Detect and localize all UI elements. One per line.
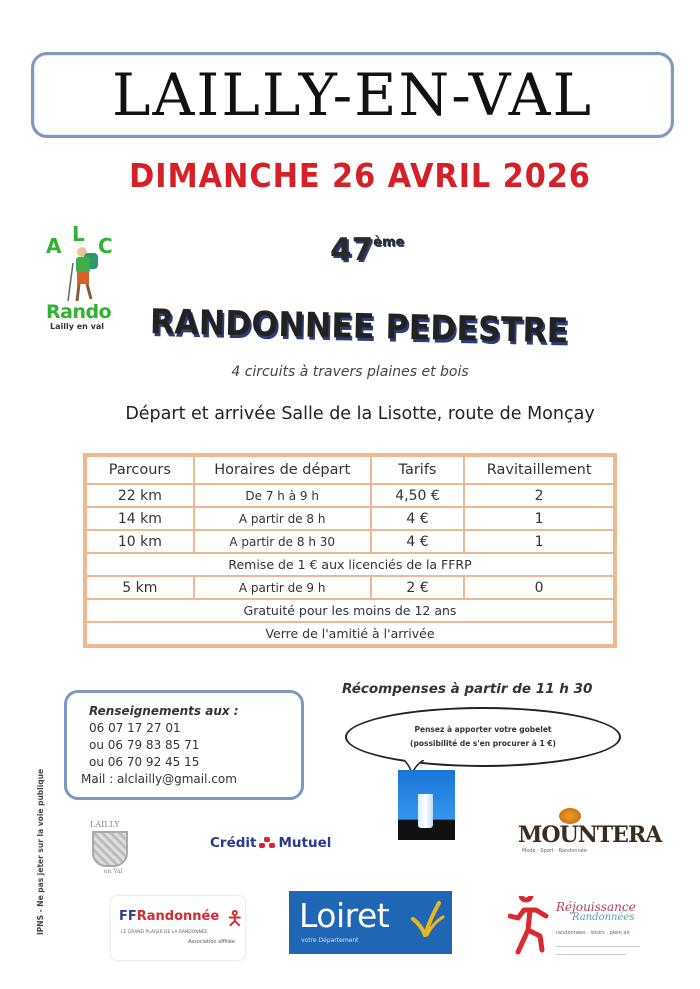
cell-tarif: 2 € [371,576,465,599]
departure-location: Départ et arrivée Salle de la Lisotte, route de Monçay [125,404,595,424]
credit-mutuel-logo: Crédit Mutuel [210,835,332,851]
alc-rando-logo [42,222,122,335]
table-row [86,484,614,507]
alc-letter-l: L [72,222,85,246]
header-tarifs: Tarifs [371,456,465,484]
alc-letter-c: C [98,234,113,258]
contact-heading: Renseignements aux : [89,704,239,718]
glass-image [398,770,455,840]
table-header-row [86,456,614,484]
credit-mutuel-icon [259,837,275,849]
note-gratuite: Gratuité pour les moins de 12 ans [86,599,614,622]
mountera-logo: MOUNTERA Mode · Sport · Randonnée [518,806,628,856]
cell-parcours: 5 km [86,576,194,599]
tarifs-table [85,455,615,646]
cell-ravitaillement: 1 [464,530,614,553]
cell-horaire: A partir de 8 h 30 [194,530,371,553]
table-row [86,507,614,530]
contact-phone: ou 06 70 92 45 15 [89,755,200,769]
crest-shield-icon [92,831,128,867]
header-parcours: Parcours [86,456,194,484]
alc-letter-a: A [46,234,62,258]
event-title: RANDONNEE PEDESTRE [149,302,569,352]
cell-parcours: 14 km [86,507,194,530]
running-man-icon [508,896,552,956]
rejouissance-logo: Réjouissance Randonnées randonnées · loisirs · plein air [500,880,660,970]
bubble-line-2: (possibilité de s'en procurer à 1 €) [410,739,556,748]
header-ravitaillement: Ravitaillement [464,456,614,484]
town-title: LAILLY-EN-VAL [112,61,593,129]
cell-tarif: 4 € [371,507,465,530]
lailly-crest-logo: LAILLY en Val [84,815,136,875]
note-remise: Remise de 1 € aux licenciés de la FFRP [86,553,614,576]
cell-ravitaillement: 0 [464,576,614,599]
alc-subtitle: Lailly en val [50,322,104,331]
decor-line [556,954,626,955]
wheat-icon [409,899,445,939]
table-note-row [86,553,614,576]
table-note-row [86,599,614,622]
event-date: DIMANCHE 26 AVRIL 2026 [129,156,591,195]
contact-mail: Mail : alclailly@gmail.com [81,772,237,786]
cell-parcours: 22 km [86,484,194,507]
cell-horaire: De 7 h à 9 h [194,484,371,507]
contact-box [64,690,304,800]
ipns-notice: IPNS - Ne pas jeter sur la voie publique [36,768,45,935]
cell-ravitaillement: 2 [464,484,614,507]
cell-parcours: 10 km [86,530,194,553]
recompenses-text: Récompenses à partir de 11 h 30 [342,681,593,697]
alc-rando-label: Rando [46,301,112,323]
gobelet-speech-bubble [345,707,621,767]
contact-phone: 06 07 17 27 01 [89,721,181,735]
hiker-icon [64,245,106,303]
table-row [86,530,614,553]
loiret-logo: Loiret votre Département [289,891,452,954]
cell-horaire: A partir de 9 h [194,576,371,599]
table-note-row [86,622,614,645]
cell-ravitaillement: 1 [464,507,614,530]
circuits-subtitle: 4 circuits à travers plaines et bois [231,364,469,380]
cell-tarif: 4 € [371,530,465,553]
ffrandonnee-logo: FFRandonnée 🯅 LE GRAND PLAISIR DE LA RANDONNÉE Association affiliée [110,895,246,961]
title-box [31,52,674,138]
table-row [86,576,614,599]
bubble-line-1: Pensez à apporter votre gobelet [414,725,552,734]
edition-suffix: ème [373,235,405,250]
note-verre: Verre de l'amitié à l'arrivée [86,622,614,645]
cell-horaire: A partir de 8 h [194,507,371,530]
cell-tarif: 4,50 € [371,484,465,507]
glass-icon [418,794,433,828]
header-horaires: Horaires de départ [194,456,371,484]
decor-line [556,946,640,947]
contact-phone: ou 06 79 83 85 71 [89,738,200,752]
walker-icon: 🯅 [226,906,244,930]
edition-number: 47ème [330,232,405,268]
